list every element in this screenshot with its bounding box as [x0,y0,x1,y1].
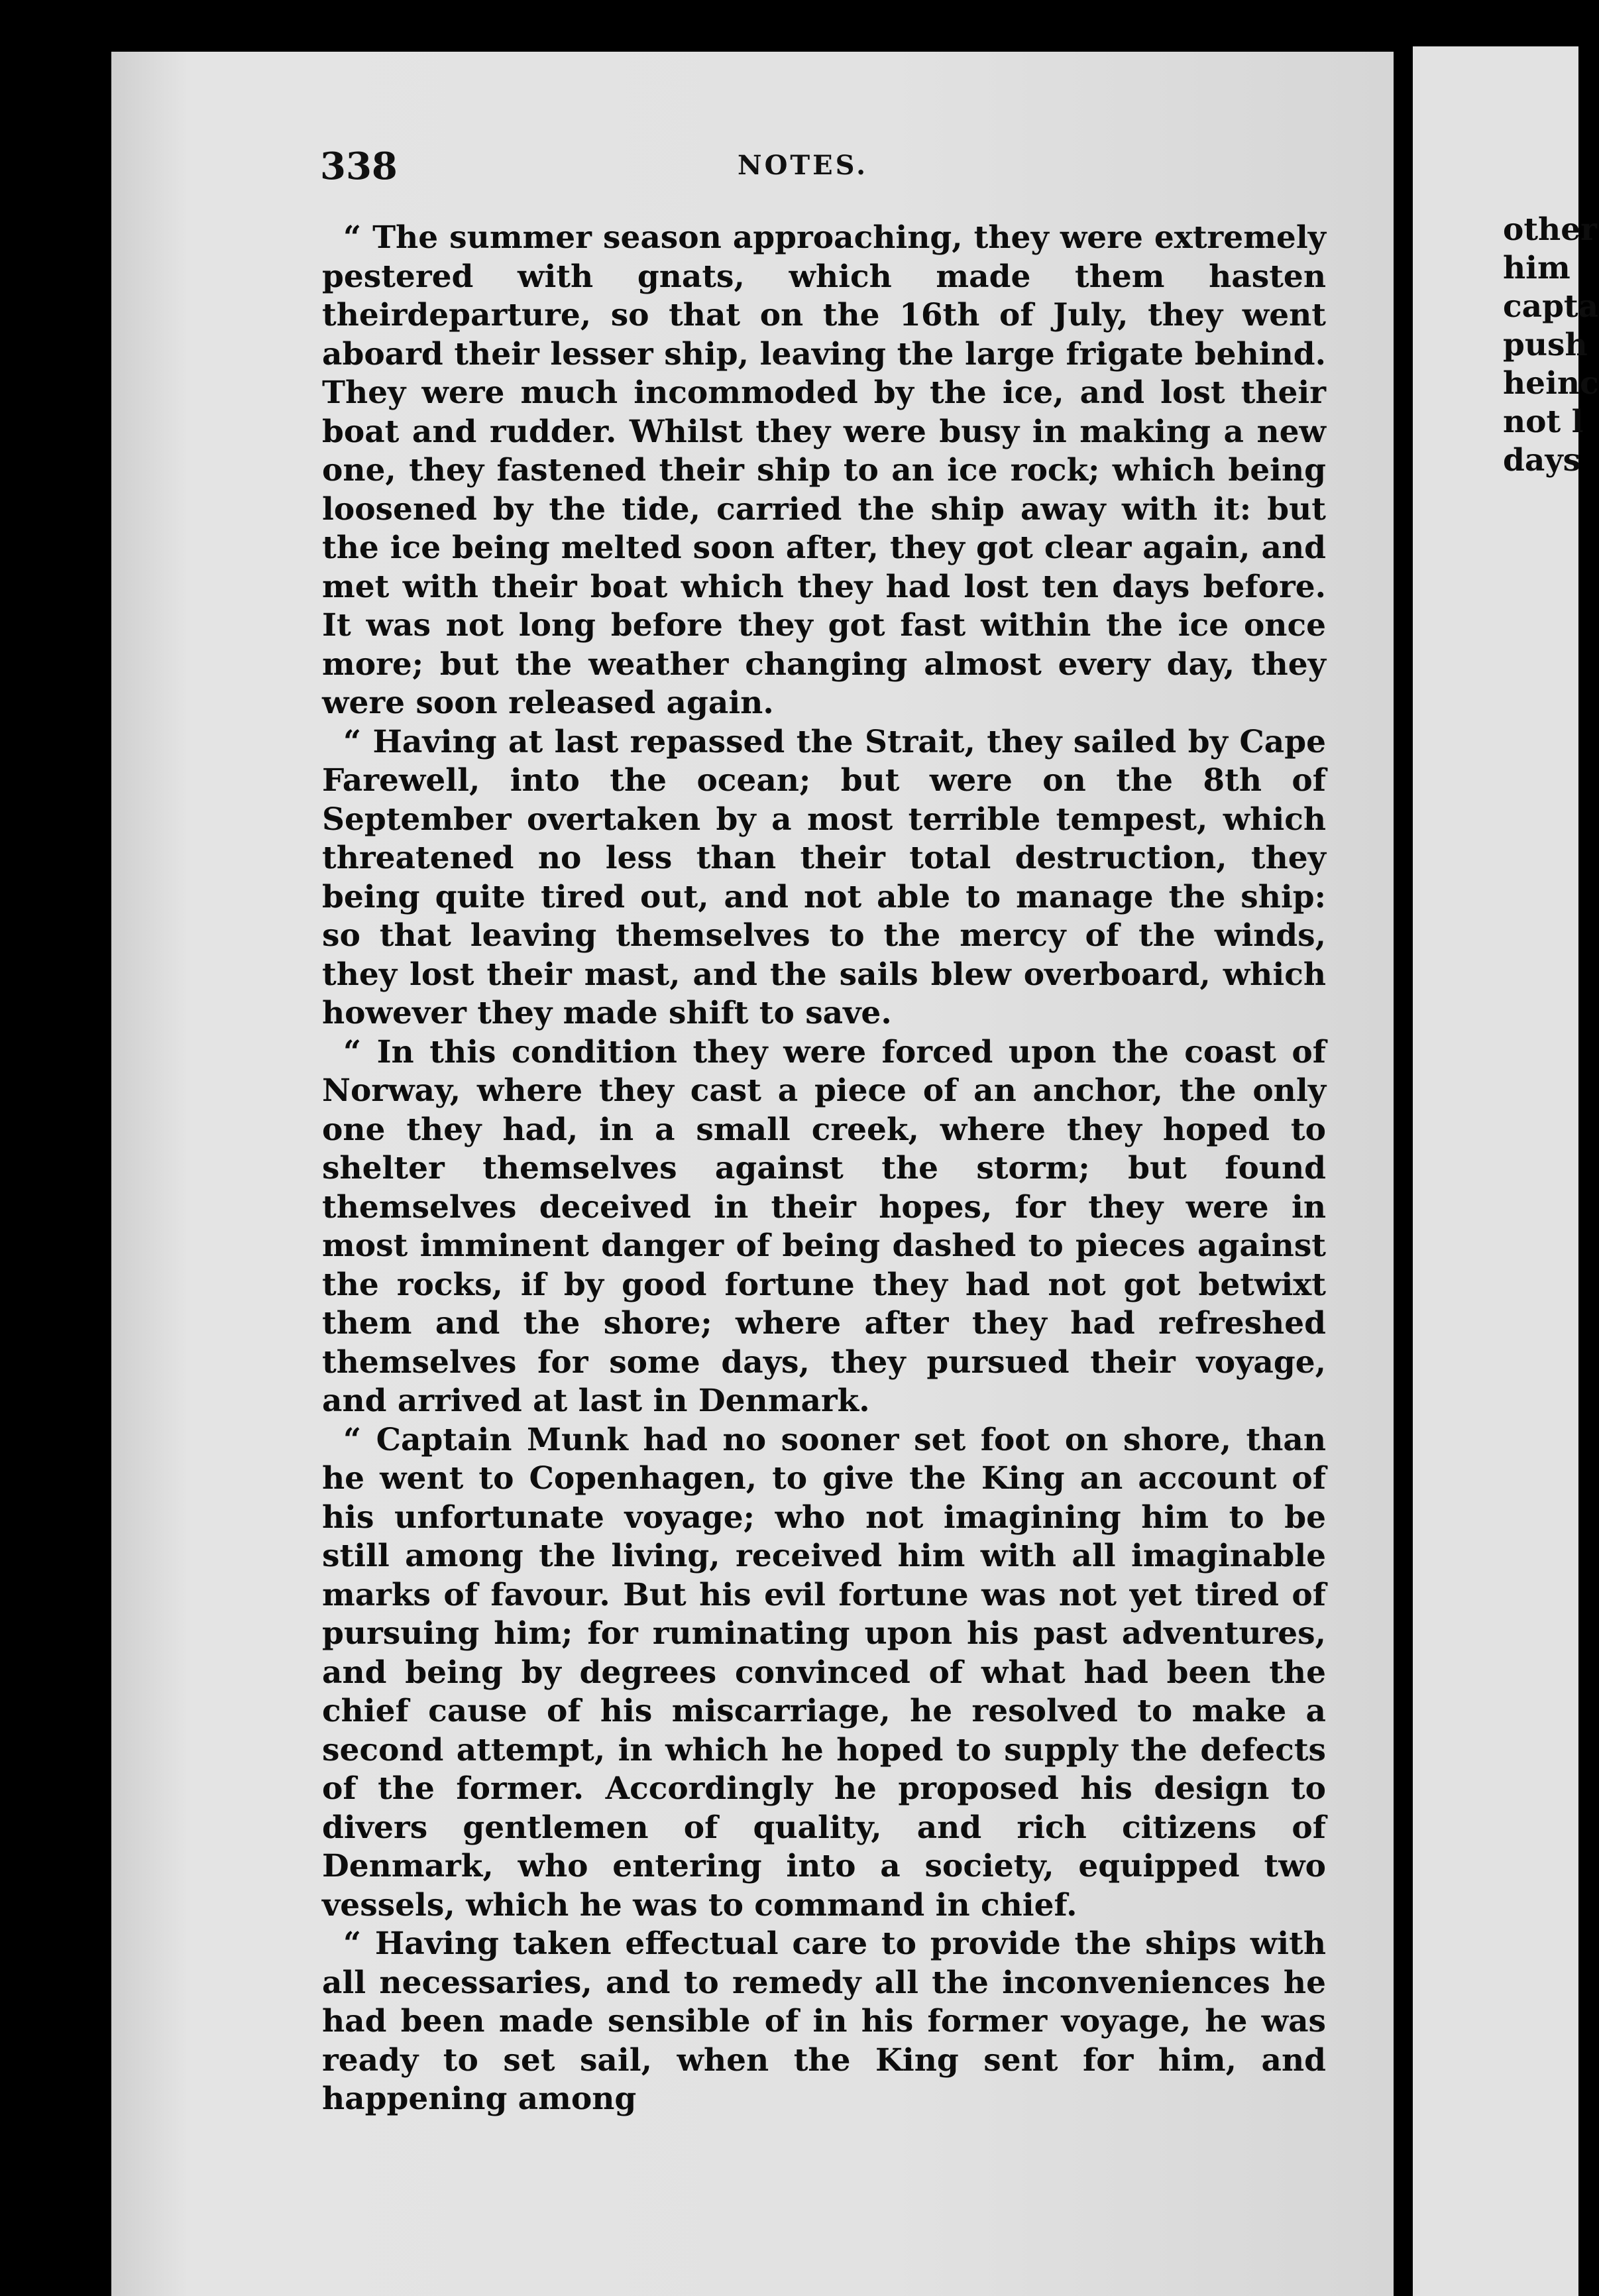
paragraph-3: “ In this condition they were forced upon the coast of Norway, where they cast a piece of an anchor, the only one they had, in a small creek, where they hoped to shelter themselves against the storm; but found themselves deceived in their hopes, for they were in most imminent danger of being dashed to pieces against the rocks, if by good fortune they had not got betwixt them and the shore; where after they had refreshed themselves for some days, they pursued their voyage, and arrived at last in Denmark. [322,1033,1326,1419]
paragraph-2: “ Having at last repassed the Strait, they sailed by Cape Farewell, into the ocean; but were on the 8th of September overtaken by a most terrible tempest, which threatened no less than their total destruction, they being quite tired out, and not able to manage the ship: so that leaving themselves to the mercy of the winds, they lost their mast, and the sails blew overboard, which however they made shift to save. [322,723,1326,1031]
paragraph-4: “ Captain Munk had no sooner set foot on shore, than he went to Copenhagen, to give the King an account of his unfortunate voyage; who not imagining him to be still among the living, received him with all imaginable marks of favour. But his evil fortune was not yet tired of pursuing him; for ruminating upon his past adventures, and being by degrees convinced of what had been the chief cause of his miscarriage, he resolved to make a second attempt, in which he hoped to supply the defects of the former. Accordingly he proposed his design to divers gentlemen of quality, and rich citizens of Denmark, who entering into a society, equipped two vessels, which he was to command in chief. [322,1421,1326,1923]
fragment-line: capta [1503,288,1599,325]
right-page-text-fragments [1503,211,1599,480]
body-text [322,219,1326,2119]
page-number: 338 [320,144,398,188]
fragment-line: push [1503,327,1588,363]
fragment-line: heinc [1503,365,1599,402]
fragment-line: him [1503,250,1571,286]
running-title: NOTES. [738,150,869,181]
fragment-line: days [1503,442,1581,479]
fragment-line: not l [1503,404,1584,440]
paragraph-1: “ The summer season approaching, they were extremely pestered with gnats, which made them hasten theirdeparture, so that on the 16th of July, they went aboard their lesser ship, leaving the large frigate behind. They were much incommoded by the ice, and lost their boat and rudder. Whilst they were busy in making a new one, they fastened their ship to an ice rock; which being loosened by the tide, carried the ship away with it: but the ice being melted soon after, they got clear again, and met with their boat which they had lost ten days before. It was not long before they got fast within the ice once more; but the weather changing almost every day, they were soon released again. [322,219,1326,721]
running-head [320,144,1327,191]
paragraph-5: “ Having taken effectual care to provide the ships with all necessaries, and to remedy all the inconveniences he had been made sensible of in his former voyage, he was ready to set sail, when the King sent for him, and happening among [322,1925,1326,2117]
fragment-line: other [1503,211,1597,248]
